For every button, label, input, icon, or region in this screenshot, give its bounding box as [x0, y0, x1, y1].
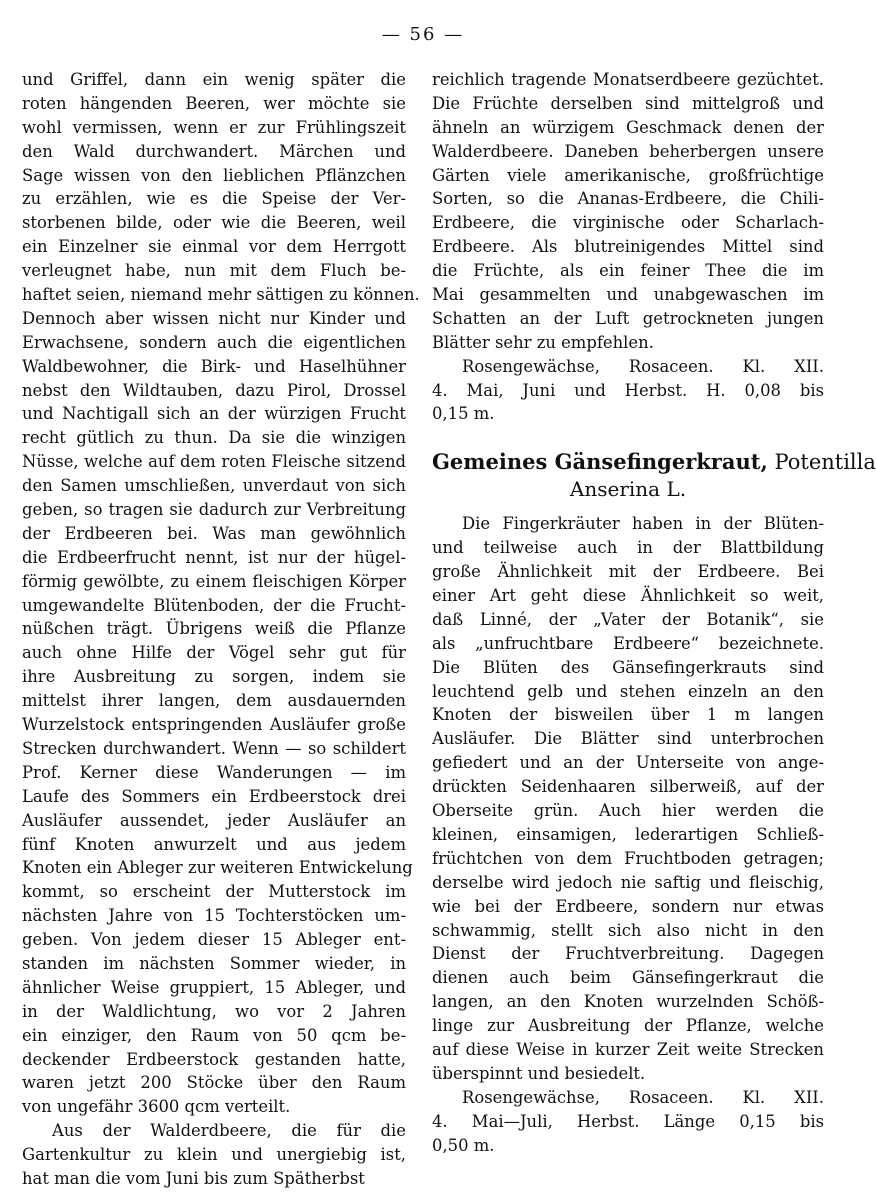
text-line: Aus der Walderdbeere, die für die [52, 1121, 406, 1141]
text-line: früchtchen von dem Fruchtboden getragen; [432, 848, 824, 868]
text-line: waren jetzt 200 Stöcke über den Raum [22, 1073, 406, 1093]
text-line: roten hängenden Beeren, wer möchte sie [22, 93, 406, 113]
text-line: von ungefähr 3600 qcm verteilt. [22, 1097, 291, 1117]
text-line: nebst den Wildtauben, dazu Pirol, Drossel [22, 380, 406, 400]
paragraph [22, 68, 420, 1119]
text-line: den Samen umschließen, unverdaut von sich [22, 476, 406, 496]
text-line: dienen auch beim Gänsefingerkraut die [432, 968, 824, 988]
heading-latin-name: Potentilla [774, 450, 876, 475]
text-line: Knoten der bisweilen über 1 m langen [432, 705, 824, 725]
text-line: große Ähnlichkeit mit der Erdbeere. Bei [432, 562, 824, 582]
text-line: wohl vermissen, wenn er zur Frühlingszeit [22, 117, 406, 137]
text-line: storbenen bilde, oder wie die Beeren, weil [22, 213, 406, 233]
text-line: haftet seien, niemand mehr sättigen zu können. [22, 285, 420, 305]
text-line: Oberseite grün. Auch hier werden die [432, 801, 824, 821]
text-line: Sage wissen von den lieblichen Pflänzchen [22, 165, 406, 185]
text-line: wie bei der Erdbeere, sondern nur etwas [432, 896, 824, 916]
text-line: Mai gesammelten und unabgewaschen im [432, 285, 824, 305]
text-line: derselbe wird jedoch nie saftig und fleischig, [432, 872, 824, 892]
text-line: der Erdbeeren bei. Was man gewöhnlich [22, 523, 406, 543]
text-line: ähneln an würzigem Geschmack denen der [432, 117, 824, 137]
text-line: überspinnt und besiedelt. [432, 1063, 646, 1083]
text-line: und teilweise auch in der Blattbildung [432, 538, 824, 558]
text-line: ihre Ausbreitung zu sorgen, indem sie [22, 667, 406, 687]
text-line: linge zur Ausbreitung der Pflanze, welche [432, 1016, 824, 1036]
text-line: nüßchen trägt. Übrigens weiß die Pflanze [22, 619, 406, 639]
text-line: Strecken durchwandert. Wenn — so schildert [22, 738, 406, 758]
text-line: Die Früchte derselben sind mittelgroß und [432, 93, 824, 113]
text-line: mittelst ihrer langen, dem ausdauernden [22, 691, 406, 711]
text-line: langen, an den Knoten wurzelnden Schöß- [432, 992, 824, 1012]
text-line: Laufe des Sommers ein Erdbeerstock drei [22, 786, 406, 806]
text-line: Sorten, so die Ananas-Erdbeere, die Chili- [432, 189, 824, 209]
text-line: ähnlicher Weise gruppiert, 15 Ableger, und [22, 977, 406, 997]
text-line: auch ohne Hilfe der Vögel sehr gut für [22, 643, 406, 663]
text-line: fünf Knoten anwurzelt und aus jedem [22, 834, 406, 854]
text-line: Erdbeere, die virginische oder Scharlach- [432, 213, 824, 233]
left-column [22, 68, 420, 1191]
text-line: in der Waldlichtung, wo vor 2 Jahren [22, 1001, 406, 1021]
text-line: reichlich tragende Monatserdbeere gezüchtet. [432, 70, 824, 89]
text-line: zu erzählen, wie es die Speise der Ver- [22, 189, 406, 209]
paragraph [432, 1086, 824, 1158]
text-line: ein Einzelner sie einmal vor dem Herrgott [22, 237, 406, 257]
text-line: Schatten an der Luft getrockneten jungen [432, 308, 824, 328]
text-line: Knoten ein Ableger zur weiteren Entwickelung [22, 858, 413, 878]
section-heading [432, 448, 876, 502]
text-line: leuchtend gelb und stehen einzeln an den [432, 681, 824, 701]
paragraph [22, 1119, 406, 1191]
text-line: ein einziger, den Raum von 50 qcm be- [22, 1025, 406, 1045]
text-line: Nüsse, welche auf dem roten Fleische sitzend [22, 452, 406, 472]
text-line: Ausläufer. Die Blätter sind unterbrochen [432, 729, 824, 749]
text-line: Prof. Kerner diese Wanderungen — im [22, 762, 406, 782]
text-line: Ausläufer aussendet, jeder Ausläufer an [22, 810, 406, 830]
text-line: 0,15 m. [432, 404, 495, 424]
text-line: drückten Seidenhaaren silberweiß, auf der [432, 777, 824, 797]
text-line: Gärten viele amerikanische, großfrüchtige [432, 165, 824, 185]
text-line: umgewandelte Blütenboden, der die Frucht- [22, 595, 406, 615]
text-line: 4. Mai, Juni und Herbst. H. 0,08 bis [432, 380, 824, 400]
text-line: hat man die vom Juni bis zum Spätherbst [22, 1168, 365, 1188]
text-line: Blätter sehr zu empfehlen. [432, 332, 654, 352]
text-line: Wurzelstock entspringenden Ausläufer große [22, 715, 406, 735]
text-line: nächsten Jahre von 15 Tochterstöcken um- [22, 906, 406, 926]
text-line: Dienst der Fruchtverbreitung. Dagegen [432, 944, 824, 964]
text-line: Waldbewohner, die Birk- und Haselhühner [22, 356, 406, 376]
text-line: 4. Mai—Juli, Herbst. Länge 0,15 bis [432, 1111, 824, 1131]
text-line: recht gütlich zu thun. Da sie die winzigen [22, 428, 406, 448]
text-line: Rosengewächse, Rosaceen. Kl. XII. [462, 1087, 824, 1107]
text-line: 0,50 m. [432, 1135, 495, 1155]
text-line: förmig gewölbte, zu einem fleischigen Körper [22, 571, 406, 591]
text-line: als „unfruchtbare Erdbeere“ bezeichnete. [432, 633, 824, 653]
text-line: Rosengewächse, Rosaceen. Kl. XII. [462, 356, 824, 376]
text-line: Gartenkultur zu klein und unergiebig ist, [22, 1145, 406, 1165]
heading-latin-name-2: Anserina L. [569, 477, 687, 502]
text-line: kommt, so erscheint der Mutterstock im [22, 882, 406, 902]
text-line: Walderdbeere. Daneben beherbergen unsere [432, 141, 824, 161]
text-line: gefiedert und an der Unterseite von ange- [432, 753, 824, 773]
right-column [432, 68, 876, 1157]
text-line: geben. Von jedem dieser 15 Ableger ent- [22, 930, 406, 950]
text-line: Die Fingerkräuter haben in der Blüten- [462, 514, 824, 534]
text-line: geben, so tragen sie dadurch zur Verbreitung [22, 500, 406, 520]
page-number: — 56 — [381, 24, 465, 45]
text-line: Dennoch aber wissen nicht nur Kinder und [22, 308, 406, 328]
text-line: kleinen, einsamigen, lederartigen Schließ- [432, 824, 824, 844]
text-line: Erdbeere. Als blutreinigendes Mittel sind [432, 237, 824, 257]
paragraph [432, 68, 824, 355]
paragraph [432, 512, 824, 1085]
text-line: Die Blüten des Gänsefingerkrauts sind [432, 657, 824, 677]
heading-line [432, 448, 876, 476]
heading-german-name: Gemeines Gänsefingerkraut, [432, 449, 768, 475]
text-line: und Griffel, dann ein wenig später die [22, 70, 406, 89]
text-line: verleugnet habe, nun mit dem Fluch be- [22, 261, 406, 281]
text-line: standen im nächsten Sommer wieder, in [22, 953, 406, 973]
text-line: einer Art geht diese Ähnlichkeit so weit, [432, 586, 824, 606]
text-line: Erwachsene, sondern auch die eigentlichen [22, 332, 406, 352]
text-line: und Nachtigall sich an der würzigen Frucht [22, 404, 406, 424]
text-line: schwammig, stellt sich also nicht in den [432, 920, 824, 940]
text-line: deckender Erdbeerstock gestanden hatte, [22, 1049, 406, 1069]
text-line: daß Linné, der „Vater der Botanik“, sie [432, 609, 824, 629]
paragraph [432, 355, 824, 427]
text-line: die Erdbeerfrucht nennt, ist nur der hügel- [22, 547, 406, 567]
text-line: den Wald durchwandert. Märchen und [22, 141, 406, 161]
text-line: die Früchte, als ein feiner Thee die im [432, 261, 824, 281]
text-line: auf diese Weise in kurzer Zeit weite Strecken [432, 1039, 824, 1059]
